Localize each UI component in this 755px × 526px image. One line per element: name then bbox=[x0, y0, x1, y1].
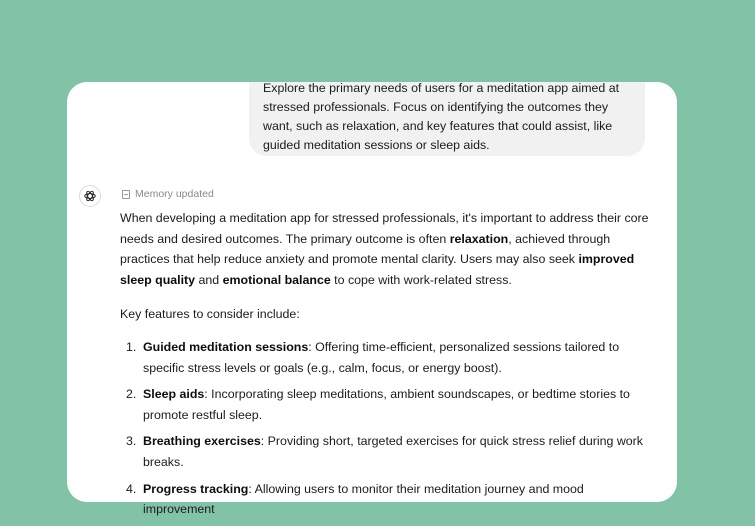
intro-text-2: , achieved through practices that help reduce anxiety and promote mental clarity. Users may also seek bbox=[120, 231, 611, 267]
intro-text-1: When developing a meditation app for stressed professionals, it's important to address their core needs and desired outcomes. The primary outcome is often bbox=[120, 211, 649, 246]
response-intro-paragraph bbox=[120, 208, 650, 290]
list-item-title: Breathing exercises bbox=[143, 434, 261, 449]
memory-updated-indicator[interactable] bbox=[122, 187, 214, 201]
openai-logo-icon bbox=[83, 189, 97, 203]
list-item-title: Guided meditation sessions bbox=[143, 339, 309, 354]
list-item-number: 4. bbox=[126, 481, 137, 496]
user-message-bubble bbox=[249, 82, 645, 156]
list-item bbox=[120, 431, 645, 472]
intro-text-3: and bbox=[195, 272, 223, 287]
list-item-text: : Allowing users to monitor their meditation journey and mood improvement bbox=[143, 481, 584, 517]
user-message-text: Explore the primary needs of users for a meditation app aimed at stressed professionals. Focus on identifying the outcomes they want, such as relaxation, and key features that could assist, like guided meditation sessions or sleep aids. bbox=[263, 81, 620, 152]
list-item-text: : Providing short, targeted exercises for quick stress relief during work breaks. bbox=[143, 434, 643, 469]
features-list bbox=[120, 337, 650, 520]
list-item-text: : Offering time-efficient, personalized sessions tailored to specific stress levels or goals (e.g., calm, focus, or energy boost). bbox=[143, 339, 620, 375]
list-item-title: Sleep aids bbox=[143, 387, 205, 402]
features-intro: Key features to consider include: bbox=[120, 307, 300, 322]
list-item bbox=[120, 384, 645, 425]
assistant-response bbox=[120, 208, 650, 526]
chat-card bbox=[67, 81, 677, 517]
memory-icon bbox=[122, 190, 130, 199]
intro-bold-emotional-balance: emotional balance bbox=[222, 272, 331, 287]
list-item bbox=[120, 337, 645, 378]
intro-text-4: to cope with work-related stress. bbox=[330, 272, 512, 287]
list-item-number: 3. bbox=[126, 434, 137, 449]
list-item-number: 1. bbox=[126, 339, 137, 354]
list-item bbox=[120, 479, 645, 520]
memory-status-label: Memory updated bbox=[135, 188, 214, 200]
list-item-text: : Incorporating sleep meditations, ambient soundscapes, or bedtime stories to promote restful sleep. bbox=[143, 387, 630, 422]
intro-bold-sleep-quality: improved sleep quality bbox=[120, 252, 635, 287]
intro-bold-relaxation: relaxation bbox=[449, 231, 509, 246]
list-item-number: 2. bbox=[126, 387, 137, 402]
assistant-avatar bbox=[79, 185, 101, 207]
list-item-title: Progress tracking bbox=[143, 481, 249, 496]
